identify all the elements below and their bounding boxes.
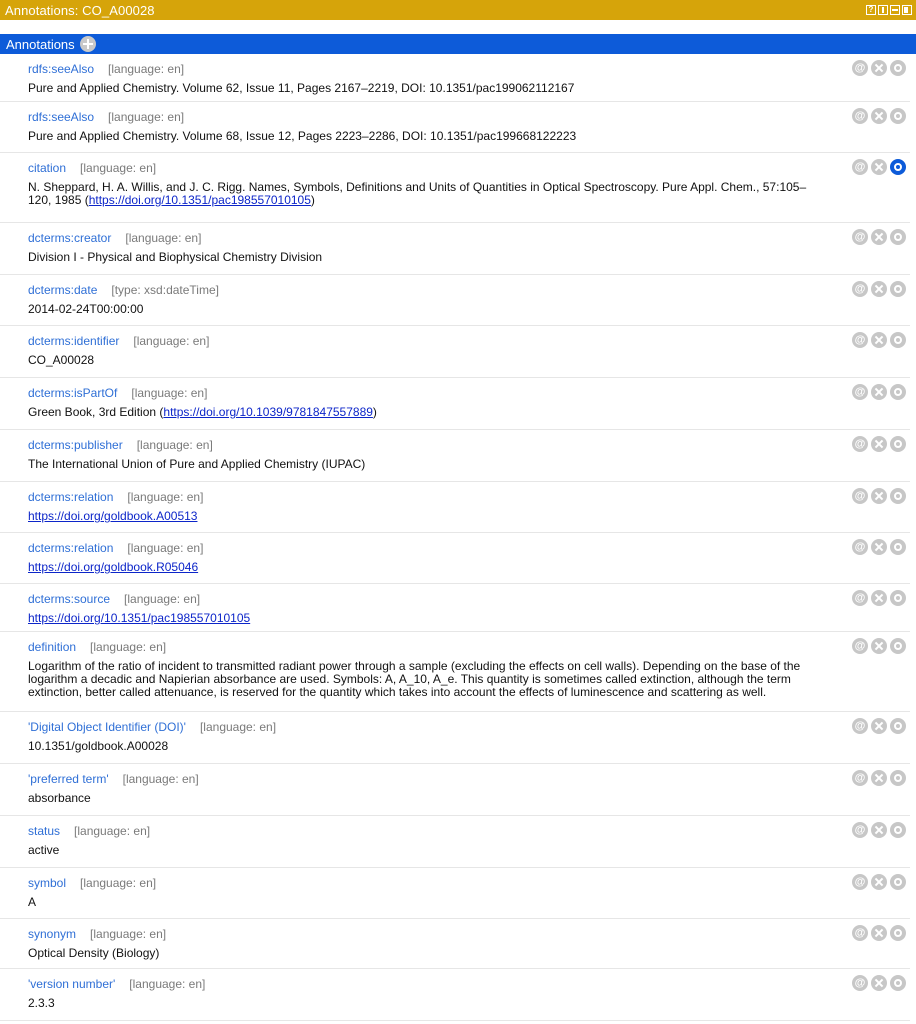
annotation-value-text: 2.3.3 (28, 996, 55, 1010)
annotation-row (0, 102, 910, 153)
annotation-actions (852, 436, 906, 452)
annotation-value-text: absorbance (28, 791, 91, 805)
delete-icon[interactable] (871, 332, 887, 348)
annotation-value (28, 947, 820, 960)
annotation-row (0, 764, 910, 816)
delete-icon[interactable] (871, 822, 887, 838)
annotation-link[interactable]: https://doi.org/10.1351/pac198557010105 (28, 611, 251, 625)
annotation-meta: [language: en] (125, 231, 202, 245)
annotation-meta: [language: en] (80, 161, 157, 175)
annotation-row (0, 868, 910, 919)
annotation-value-text: 2014-02-24T00:00:00 (28, 302, 144, 316)
annotation-actions (852, 60, 906, 76)
annotation-property-line (28, 231, 820, 245)
annotation-value-text: active (28, 843, 60, 857)
edit-icon[interactable] (890, 925, 906, 941)
annotation-property[interactable]: citation (28, 161, 67, 175)
annotation-actions (852, 108, 906, 124)
annotation-row (0, 223, 910, 275)
annotation-meta: [language: en] (74, 824, 151, 838)
annotation-value-text: N. Sheppard, H. A. Willis, and J. C. Rigg. Names, Symbols, Definitions and Units of Quantities in Optical Spectroscopy. Pure Appl. Chem., 57:105–120, 1985 ( (28, 180, 807, 207)
annotations-list (0, 54, 910, 1021)
edit-icon[interactable] (890, 384, 906, 400)
delete-icon[interactable] (871, 638, 887, 654)
at-icon[interactable]: @ (852, 108, 868, 124)
annotation-meta: [language: en] (129, 977, 206, 991)
at-icon[interactable]: @ (852, 436, 868, 452)
annotation-property[interactable]: dcterms:date (28, 283, 98, 297)
annotation-value-suffix: ) (372, 405, 377, 419)
annotation-row (0, 712, 910, 764)
annotation-property[interactable]: definition (28, 640, 77, 654)
annotation-value (28, 510, 820, 523)
annotation-value (28, 612, 820, 625)
annotation-value-text: Division I - Physical and Biophysical Chemistry Division (28, 250, 323, 264)
delete-icon[interactable] (871, 975, 887, 991)
annotation-value-text: Logarithm of the ratio of incident to transmitted radiant power through a sample (excluding the effects on cell walls). Depending on the base of the logarithm a decadic and Napierian absorbance are used. Symbols: A, A_10, A_e. This quantity is sometimes called extinction, although the term extinction, better called attenuance, is reserved for the quantity which takes into account the effects of luminescence and scattering as well. (28, 659, 801, 699)
annotation-row (0, 919, 910, 969)
annotation-meta: [language: en] (199, 720, 277, 734)
annotation-meta: [language: en] (133, 334, 210, 348)
annotation-property-line (28, 110, 820, 124)
delete-icon[interactable] (871, 60, 887, 76)
annotation-property[interactable]: dcterms:identifier (28, 334, 120, 348)
edit-icon[interactable] (890, 770, 906, 786)
annotation-value-text: Pure and Applied Chemistry. Volume 68, Issue 12, Pages 2223–2286, DOI: 10.1351/pac199668122223 (28, 129, 577, 143)
annotation-value-text: Pure and Applied Chemistry. Volume 62, Issue 11, Pages 2167–2219, DOI: 10.1351/pac199062112167 (28, 81, 575, 95)
at-icon[interactable]: @ (852, 925, 868, 941)
edit-icon[interactable] (890, 638, 906, 654)
annotation-property[interactable]: dcterms:publisher (28, 438, 123, 452)
annotation-row (0, 584, 910, 632)
at-icon[interactable]: @ (852, 281, 868, 297)
annotation-row (0, 326, 910, 378)
annotation-actions (852, 332, 906, 348)
edit-icon[interactable] (890, 159, 906, 175)
annotation-property-line (28, 438, 820, 452)
annotation-meta: [language: en] (127, 490, 204, 504)
annotation-meta: [language: en] (108, 110, 185, 124)
edit-icon[interactable] (890, 539, 906, 555)
annotation-link[interactable]: https://doi.org/10.1039/9781847557889 (163, 405, 373, 419)
at-icon[interactable]: @ (852, 874, 868, 890)
scroll-edge (910, 54, 916, 1024)
annotation-meta: [language: en] (80, 876, 157, 890)
annotation-value (28, 303, 820, 316)
annotation-property[interactable]: dcterms:relation (28, 541, 114, 555)
at-icon[interactable]: @ (852, 488, 868, 504)
edit-icon[interactable] (890, 874, 906, 890)
edit-icon[interactable] (890, 488, 906, 504)
annotation-row (0, 54, 910, 102)
annotation-value (28, 844, 820, 857)
help-icon[interactable]: ? (866, 5, 876, 15)
annotation-actions (852, 159, 906, 175)
split-vertical-icon[interactable] (878, 5, 888, 15)
annotation-meta: [language: en] (90, 640, 167, 654)
delete-icon[interactable] (871, 436, 887, 452)
add-circle-icon[interactable] (80, 36, 96, 52)
edit-icon[interactable] (890, 975, 906, 991)
annotation-actions (852, 770, 906, 786)
annotation-meta: [language: en] (124, 592, 201, 606)
annotation-property[interactable]: synonym (28, 927, 77, 941)
delete-icon[interactable] (871, 108, 887, 124)
annotations-header-title: Annotations (6, 36, 75, 52)
annotation-value-text: Green Book, 3rd Edition ( (28, 405, 164, 419)
annotation-value-text: Optical Density (Biology) (28, 946, 160, 960)
annotation-row (0, 969, 910, 1021)
annotation-actions (852, 229, 906, 245)
annotation-value (28, 740, 820, 753)
annotation-property[interactable]: rdfs:seeAlso (28, 110, 95, 124)
annotation-property-line (28, 283, 820, 297)
annotation-property[interactable]: 'preferred term' (28, 772, 109, 786)
annotation-property[interactable]: rdfs:seeAlso (28, 62, 95, 76)
annotation-meta: [language: en] (136, 438, 213, 452)
annotation-value (28, 130, 820, 143)
annotations-header (0, 34, 916, 54)
delete-icon[interactable] (871, 281, 887, 297)
annotation-meta: [language: en] (122, 772, 199, 786)
edit-icon[interactable] (890, 229, 906, 245)
annotation-value (28, 896, 820, 909)
window-titlebar (0, 0, 916, 20)
at-icon[interactable]: @ (852, 539, 868, 555)
delete-icon[interactable] (871, 539, 887, 555)
split-horizontal-icon[interactable] (890, 5, 900, 15)
annotation-meta: [language: en] (131, 386, 208, 400)
annotation-link[interactable]: https://doi.org/goldbook.A00513 (28, 509, 198, 523)
annotation-row (0, 153, 910, 223)
annotation-property-line (28, 927, 820, 941)
at-icon[interactable]: @ (852, 975, 868, 991)
annotation-actions (852, 874, 906, 890)
annotation-property[interactable]: 'version number' (28, 977, 116, 991)
annotation-link[interactable]: https://doi.org/goldbook.R05046 (28, 560, 199, 574)
delete-icon[interactable] (871, 925, 887, 941)
edit-icon[interactable] (890, 436, 906, 452)
annotation-value-text: The International Union of Pure and Applied Chemistry (IUPAC) (28, 457, 366, 471)
annotation-property-line (28, 334, 820, 348)
annotation-row (0, 816, 910, 868)
at-icon[interactable]: @ (852, 590, 868, 606)
annotation-value (28, 561, 820, 574)
annotation-property-line (28, 772, 820, 786)
delete-icon[interactable] (871, 488, 887, 504)
annotation-property-line (28, 720, 820, 734)
at-icon[interactable]: @ (852, 229, 868, 245)
annotation-property[interactable]: dcterms:creator (28, 231, 112, 245)
edit-icon[interactable] (890, 281, 906, 297)
annotation-property-line (28, 977, 820, 991)
annotation-meta: [language: en] (127, 541, 204, 555)
annotation-value (28, 82, 820, 95)
at-icon[interactable]: @ (852, 332, 868, 348)
spacer (0, 20, 916, 34)
at-icon[interactable]: @ (852, 638, 868, 654)
edit-icon[interactable] (890, 822, 906, 838)
annotation-property-line (28, 876, 820, 890)
annotation-row (0, 482, 910, 533)
delete-icon[interactable] (871, 874, 887, 890)
annotation-actions (852, 925, 906, 941)
at-icon[interactable]: @ (852, 159, 868, 175)
annotation-actions (852, 539, 906, 555)
annotation-actions (852, 975, 906, 991)
at-icon[interactable]: @ (852, 60, 868, 76)
annotation-link[interactable]: https://doi.org/10.1351/pac198557010105 (88, 193, 311, 207)
annotation-value-text: 10.1351/goldbook.A00028 (28, 739, 169, 753)
edit-icon[interactable] (890, 108, 906, 124)
annotation-value (28, 660, 820, 699)
annotation-meta: [type: xsd:dateTime] (111, 283, 219, 297)
window-controls (866, 5, 912, 15)
annotation-meta: [language: en] (90, 927, 167, 941)
annotation-value-text: CO_A00028 (28, 353, 95, 367)
annotation-value (28, 406, 820, 419)
annotation-property-line (28, 62, 820, 76)
annotation-property[interactable]: dcterms:source (28, 592, 111, 606)
delete-icon[interactable] (871, 159, 887, 175)
delete-icon[interactable] (871, 718, 887, 734)
at-icon[interactable]: @ (852, 718, 868, 734)
annotation-row (0, 533, 910, 584)
annotation-property[interactable]: dcterms:relation (28, 490, 114, 504)
annotation-property-line (28, 640, 820, 654)
annotation-actions (852, 822, 906, 838)
delete-icon[interactable] (871, 590, 887, 606)
annotation-actions (852, 384, 906, 400)
maximize-icon[interactable] (902, 5, 912, 15)
annotation-property[interactable]: 'Digital Object Identifier (DOI)' (28, 720, 186, 734)
annotation-value (28, 792, 820, 805)
annotation-actions (852, 488, 906, 504)
edit-icon[interactable] (890, 718, 906, 734)
edit-icon[interactable] (890, 590, 906, 606)
annotation-value (28, 458, 820, 471)
annotation-value (28, 251, 820, 264)
annotation-value (28, 997, 820, 1010)
annotation-property-line (28, 592, 820, 606)
annotation-value (28, 354, 820, 367)
annotation-actions (852, 718, 906, 734)
delete-icon[interactable] (871, 384, 887, 400)
annotation-actions (852, 638, 906, 654)
annotation-property-line (28, 490, 820, 504)
annotation-property[interactable]: dcterms:isPartOf (28, 386, 118, 400)
annotation-row (0, 632, 910, 712)
delete-icon[interactable] (871, 229, 887, 245)
annotation-property-line (28, 161, 820, 175)
edit-icon[interactable] (890, 332, 906, 348)
annotation-row (0, 430, 910, 482)
edit-icon[interactable] (890, 60, 906, 76)
annotation-row (0, 378, 910, 430)
at-icon[interactable]: @ (852, 822, 868, 838)
at-icon[interactable]: @ (852, 384, 868, 400)
annotation-property-line (28, 824, 820, 838)
annotation-actions (852, 281, 906, 297)
annotation-value (28, 181, 820, 207)
delete-icon[interactable] (871, 770, 887, 786)
window-title: Annotations: CO_A00028 (5, 2, 155, 18)
at-icon[interactable]: @ (852, 770, 868, 786)
annotation-property-line (28, 541, 820, 555)
annotation-value-text: A (28, 895, 37, 909)
annotation-property[interactable]: status (28, 824, 61, 838)
annotation-property-line (28, 386, 820, 400)
annotation-meta: [language: en] (108, 62, 185, 76)
annotation-property[interactable]: symbol (28, 876, 67, 890)
annotation-row (0, 275, 910, 326)
annotation-value-suffix: ) (310, 193, 315, 207)
annotation-actions (852, 590, 906, 606)
